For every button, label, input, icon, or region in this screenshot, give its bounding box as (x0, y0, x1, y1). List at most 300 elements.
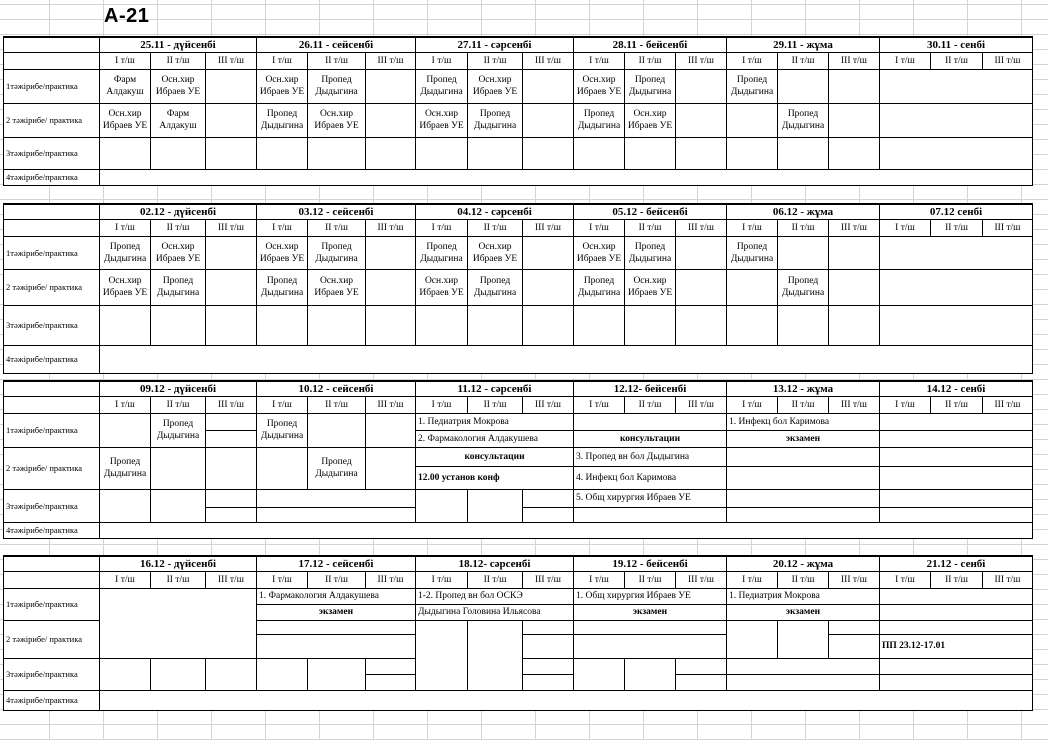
lesson-cell[interactable]: Пропед Дыдыгина (574, 103, 625, 137)
lesson-cell[interactable] (100, 489, 151, 522)
lesson-cell[interactable] (880, 466, 1033, 489)
lesson-cell[interactable] (574, 634, 727, 658)
lesson-cell[interactable]: Осн.хир Ибраев УЕ (308, 103, 366, 137)
corner-cell (4, 556, 100, 571)
lesson-cell[interactable] (366, 413, 416, 447)
lesson-cell[interactable] (100, 413, 151, 447)
lesson-cell[interactable] (523, 69, 574, 103)
lesson-cell[interactable] (676, 305, 727, 345)
shift-label: III т/ш (366, 396, 416, 413)
shift-label: III т/ш (829, 396, 880, 413)
lesson-cell[interactable] (676, 137, 727, 169)
shift-label: II т/ш (308, 396, 366, 413)
lesson-cell[interactable] (625, 305, 676, 345)
shift-label: I т/ш (880, 52, 931, 69)
lesson-cell[interactable] (727, 658, 880, 674)
lesson-cell[interactable]: Фарм Алдакуш (100, 69, 151, 103)
day-header: 30.11 - сенбі (880, 37, 1033, 52)
lesson-cell[interactable] (308, 413, 366, 447)
row-label-practice-3: 3тәжірибе/практика (4, 305, 100, 345)
exam-line[interactable]: 2. Фармакология Алдакушева (416, 430, 574, 447)
shift-label: I т/ш (100, 396, 151, 413)
shift-label: III т/ш (366, 219, 416, 236)
lesson-cell[interactable] (366, 236, 416, 269)
lesson-cell[interactable] (880, 604, 1033, 620)
day-header: 14.12 - сенбі (880, 381, 1033, 396)
lesson-cell[interactable] (880, 658, 1033, 674)
lesson-cell[interactable] (574, 413, 727, 430)
shift-label: II т/ш (308, 571, 366, 588)
lesson-cell[interactable] (151, 489, 206, 522)
day-header: 11.12 - сәрсенбі (416, 381, 574, 396)
lesson-cell[interactable] (574, 137, 625, 169)
day-header: 28.11 - бейсенбі (574, 37, 727, 52)
day-header: 29.11 - жұма (727, 37, 880, 52)
lesson-cell[interactable] (151, 658, 206, 690)
shift-label: I т/ш (100, 219, 151, 236)
lesson-cell[interactable] (880, 413, 1033, 430)
day-header: 26.11 - сейсенбі (257, 37, 416, 52)
row-label-practice-4: 4тәжірибе/практика (4, 522, 100, 538)
lesson-cell[interactable] (727, 466, 880, 489)
lesson-cell[interactable] (676, 658, 727, 674)
lesson-cell[interactable] (206, 137, 257, 169)
lesson-cell[interactable]: Пропед Дыдыгина (100, 236, 151, 269)
lesson-cell[interactable]: Пропед Дыдыгина (727, 69, 778, 103)
lesson-cell[interactable] (257, 620, 416, 634)
lesson-cell[interactable]: Осн.хир Ибраев УЕ (468, 69, 523, 103)
practice-period-note[interactable]: ПП 23.12-17.01 (880, 634, 1033, 658)
lesson-cell[interactable] (829, 634, 880, 658)
row-label-practice-1: 1тәжірибе/практика (4, 588, 100, 620)
shift-label: III т/ш (983, 219, 1033, 236)
row-label-practice-3: 3тәжірибе/практика (4, 489, 100, 522)
exam-line[interactable]: 5. Общ хирургия Ибраев УЕ (574, 489, 727, 507)
shift-label: III т/ш (366, 52, 416, 69)
lesson-cell[interactable] (778, 69, 829, 103)
lesson-cell[interactable]: Осн.хир Ибраев УЕ (416, 269, 468, 305)
row-label-practice-2: 2 тәжірибе/ практика (4, 447, 100, 489)
lesson-cell[interactable]: Осн.хир Ибраев УЕ (257, 69, 308, 103)
lesson-cell[interactable]: Пропед Дыдыгина (151, 269, 206, 305)
corner-cell (4, 381, 100, 396)
lesson-cell[interactable] (880, 69, 1033, 103)
shift-label: III т/ш (676, 396, 727, 413)
lesson-cell[interactable] (257, 447, 308, 489)
shift-label: I т/ш (574, 52, 625, 69)
lesson-cell[interactable] (468, 137, 523, 169)
lesson-cell[interactable] (100, 345, 1033, 373)
lesson-cell[interactable] (308, 658, 366, 690)
exam-line[interactable]: 1. Фармакология Алдакушева (257, 588, 416, 604)
lesson-cell[interactable] (206, 658, 257, 690)
lesson-cell[interactable]: Пропед Дыдыгина (308, 69, 366, 103)
lesson-cell[interactable] (829, 69, 880, 103)
day-header: 19.12 - бейсенбі (574, 556, 727, 571)
lesson-cell[interactable] (206, 430, 257, 447)
lesson-cell[interactable]: Пропед Дыдыгина (257, 413, 308, 447)
lesson-cell[interactable] (468, 305, 523, 345)
shift-label: II т/ш (468, 219, 523, 236)
shift-label: II т/ш (625, 396, 676, 413)
shift-label: I т/ш (574, 219, 625, 236)
row-label-practice-2: 2 тәжірибе/ практика (4, 103, 100, 137)
lesson-cell[interactable] (880, 674, 1033, 690)
lesson-cell[interactable]: Пропед Дыдыгина (778, 103, 829, 137)
shift-label: I т/ш (727, 219, 778, 236)
lesson-cell[interactable] (880, 236, 1033, 269)
lesson-cell[interactable] (308, 305, 366, 345)
lesson-cell[interactable]: Осн.хир Ибраев УЕ (151, 236, 206, 269)
lesson-cell[interactable] (366, 69, 416, 103)
lesson-cell[interactable] (625, 658, 676, 690)
lesson-cell[interactable] (880, 489, 1033, 507)
shift-label: III т/ш (676, 571, 727, 588)
lesson-cell[interactable] (829, 305, 880, 345)
shift-label: I т/ш (727, 52, 778, 69)
lesson-cell[interactable] (574, 305, 625, 345)
exam-line[interactable]: 4. Инфекц бол Каримова (574, 466, 727, 489)
lesson-cell[interactable] (100, 137, 151, 169)
row-label-practice-3: 3тәжірибе/практика (4, 137, 100, 169)
lesson-cell[interactable] (574, 658, 625, 690)
lesson-cell[interactable]: Осн.хир Ибраев УЕ (100, 269, 151, 305)
lesson-cell[interactable] (257, 137, 308, 169)
shift-label: I т/ш (100, 571, 151, 588)
shift-label: III т/ш (366, 571, 416, 588)
lesson-cell[interactable] (574, 620, 727, 634)
lesson-cell[interactable] (151, 305, 206, 345)
shift-label: I т/ш (416, 219, 468, 236)
lesson-cell[interactable] (257, 305, 308, 345)
shift-label: I т/ш (880, 396, 931, 413)
day-header: 07.12 сенбі (880, 204, 1033, 219)
lesson-cell[interactable] (676, 236, 727, 269)
corner-cell (4, 37, 100, 52)
lesson-cell[interactable] (100, 690, 1033, 710)
shift-label: III т/ш (206, 396, 257, 413)
lesson-cell[interactable] (416, 620, 468, 690)
day-header: 09.12 - дүйсенбі (100, 381, 257, 396)
lesson-cell[interactable] (676, 103, 727, 137)
lesson-cell[interactable] (100, 169, 1033, 185)
day-header: 25.11 - дүйсенбі (100, 37, 257, 52)
lesson-cell[interactable] (523, 489, 574, 507)
lesson-cell[interactable] (523, 137, 574, 169)
exam-label[interactable]: экзамен (257, 604, 416, 620)
row-label-practice-1: 1тәжірибе/практика (4, 413, 100, 447)
lesson-cell[interactable]: Пропед Дыдыгина (727, 236, 778, 269)
lesson-cell[interactable]: Пропед Дыдыгина (625, 69, 676, 103)
lesson-cell[interactable] (523, 658, 574, 674)
shift-label: III т/ш (206, 219, 257, 236)
lesson-cell[interactable] (829, 269, 880, 305)
lesson-cell[interactable] (727, 447, 880, 466)
lesson-cell[interactable] (206, 489, 257, 507)
shift-label: III т/ш (523, 396, 574, 413)
corner-cell (4, 204, 100, 219)
lesson-cell[interactable] (206, 69, 257, 103)
lesson-cell[interactable]: Пропед Дыдыгина (308, 447, 366, 489)
lesson-cell[interactable]: Пропед Дыдыгина (416, 69, 468, 103)
shift-label: I т/ш (727, 396, 778, 413)
shift-label: III т/ш (676, 219, 727, 236)
lesson-cell[interactable] (366, 447, 416, 489)
shift-label: II т/ш (778, 571, 829, 588)
lesson-cell[interactable] (778, 305, 829, 345)
lesson-cell[interactable]: Пропед Дыдыгина (778, 269, 829, 305)
lesson-cell[interactable]: Осн.хир Ибраев УЕ (625, 269, 676, 305)
row-label-practice-4: 4тәжірибе/практика (4, 169, 100, 185)
exam-line[interactable]: 1. Инфекц бол Каримова (727, 413, 880, 430)
lesson-cell[interactable] (727, 507, 880, 522)
lesson-cell[interactable] (257, 489, 416, 507)
shift-label: I т/ш (574, 571, 625, 588)
day-header: 16.12 - дүйсенбі (100, 556, 257, 571)
exam-line[interactable]: 1. Педиатрия Мокрова (416, 413, 574, 430)
lesson-cell[interactable] (151, 447, 206, 489)
shift-label: III т/ш (829, 219, 880, 236)
shift-label: I т/ш (100, 52, 151, 69)
exam-line[interactable]: 3. Пропед вн бол Дыдыгина (574, 447, 727, 466)
day-header: 27.11 - сәрсенбі (416, 37, 574, 52)
exam-label[interactable]: экзамен (727, 604, 880, 620)
lesson-cell[interactable] (468, 489, 523, 522)
lesson-cell[interactable] (880, 447, 1033, 466)
lesson-cell[interactable] (366, 305, 416, 345)
lesson-cell[interactable] (416, 137, 468, 169)
blank-cell (4, 219, 100, 236)
shift-label: III т/ш (983, 396, 1033, 413)
lesson-cell[interactable] (880, 588, 1033, 604)
lesson-cell[interactable]: Осн.хир Ибраев УЕ (468, 236, 523, 269)
lesson-cell[interactable] (206, 447, 257, 489)
shift-label: II т/ш (468, 396, 523, 413)
consultation-label[interactable]: консультации (574, 430, 727, 447)
shift-label: I т/ш (257, 219, 308, 236)
lesson-cell[interactable] (727, 674, 880, 690)
conference-label[interactable]: 12.00 установ конф (416, 466, 574, 489)
shift-label: I т/ш (257, 571, 308, 588)
exam-line[interactable]: 1-2. Пропед вн бол ОСКЭ (416, 588, 574, 604)
day-header: 17.12 - сейсенбі (257, 556, 416, 571)
lesson-cell[interactable]: Фарм Алдакуш (151, 103, 206, 137)
lesson-cell[interactable] (880, 137, 1033, 169)
lesson-cell[interactable] (727, 137, 778, 169)
lesson-cell[interactable] (366, 658, 416, 674)
lesson-cell[interactable]: Пропед Дыдыгина (151, 413, 206, 447)
shift-label: III т/ш (523, 571, 574, 588)
shift-label: II т/ш (778, 396, 829, 413)
shift-label: III т/ш (829, 571, 880, 588)
lesson-cell[interactable]: Осн.хир Ибраев УЕ (416, 103, 468, 137)
lesson-cell[interactable] (151, 137, 206, 169)
lesson-cell[interactable] (727, 103, 778, 137)
week-3-table (3, 380, 1033, 539)
day-header: 03.12 - сейсенбі (257, 204, 416, 219)
shift-label: II т/ш (931, 571, 983, 588)
blank-cell (4, 52, 100, 69)
lesson-cell[interactable] (880, 269, 1033, 305)
lesson-cell[interactable] (257, 634, 416, 658)
day-header: 20.12 - жұма (727, 556, 880, 571)
lesson-cell[interactable] (778, 137, 829, 169)
shift-label: I т/ш (727, 571, 778, 588)
lesson-cell[interactable] (416, 489, 468, 522)
shift-label: I т/ш (416, 571, 468, 588)
lesson-cell[interactable] (829, 137, 880, 169)
lesson-cell[interactable] (257, 507, 416, 522)
lesson-cell[interactable] (829, 620, 880, 634)
lesson-cell[interactable] (366, 674, 416, 690)
row-label-practice-1: 1тәжірибе/практика (4, 236, 100, 269)
consultation-label[interactable]: консультации (416, 447, 574, 466)
lesson-cell[interactable] (100, 588, 257, 658)
row-label-practice-2: 2 тәжірибе/ практика (4, 269, 100, 305)
lesson-cell[interactable] (727, 269, 778, 305)
lesson-cell[interactable] (257, 658, 308, 690)
row-label-practice-2: 2 тәжірибе/ практика (4, 620, 100, 658)
lesson-cell[interactable]: Осн.хир Ибраев УЕ (100, 103, 151, 137)
lesson-cell[interactable]: Осн.хир Ибраев УЕ (151, 69, 206, 103)
shift-label: I т/ш (574, 396, 625, 413)
shift-label: I т/ш (880, 571, 931, 588)
lesson-cell[interactable] (523, 507, 574, 522)
lesson-cell[interactable] (676, 269, 727, 305)
day-header: 12.12- бейсенбі (574, 381, 727, 396)
exam-label[interactable]: экзамен (574, 604, 727, 620)
shift-label: II т/ш (931, 396, 983, 413)
shift-label: II т/ш (931, 219, 983, 236)
lesson-cell[interactable]: Пропед Дыдыгина (625, 236, 676, 269)
lesson-cell[interactable]: Пропед Дыдыгина (308, 236, 366, 269)
shift-label: II т/ш (625, 571, 676, 588)
lesson-cell[interactable]: Пропед Дыдыгина (468, 269, 523, 305)
lesson-cell[interactable]: Пропед Дыдыгина (257, 103, 308, 137)
lesson-cell[interactable] (206, 236, 257, 269)
lesson-cell[interactable] (206, 305, 257, 345)
day-header: 10.12 - сейсенбі (257, 381, 416, 396)
row-label-practice-4: 4тәжірибе/практика (4, 690, 100, 710)
shift-label: I т/ш (416, 396, 468, 413)
shift-label: III т/ш (523, 219, 574, 236)
lesson-cell[interactable] (366, 103, 416, 137)
lesson-cell[interactable]: Осн.хир Ибраев УЕ (257, 236, 308, 269)
lesson-cell[interactable]: Пропед Дыдыгина (257, 269, 308, 305)
day-header: 18.12- сәрсенбі (416, 556, 574, 571)
lesson-cell[interactable]: Осн.хир Ибраев УЕ (308, 269, 366, 305)
day-header: 21.12 - сенбі (880, 556, 1033, 571)
shift-label: II т/ш (468, 571, 523, 588)
lesson-cell[interactable] (880, 507, 1033, 522)
shift-label: I т/ш (416, 52, 468, 69)
lesson-cell[interactable]: Пропед Дыдыгина (100, 447, 151, 489)
exam-label[interactable]: экзамен (727, 430, 880, 447)
lesson-cell[interactable] (416, 305, 468, 345)
group-title: А-21 (104, 5, 150, 27)
lesson-cell[interactable] (727, 489, 880, 507)
lesson-cell[interactable]: Пропед Дыдыгина (574, 269, 625, 305)
exam-line[interactable]: Дыдыгина Головина Ильясова (416, 604, 574, 620)
lesson-cell[interactable]: Пропед Дыдыгина (468, 103, 523, 137)
lesson-cell[interactable] (625, 137, 676, 169)
lesson-cell[interactable] (206, 103, 257, 137)
lesson-cell[interactable] (100, 522, 1033, 538)
lesson-cell[interactable] (727, 620, 778, 658)
week-2-table (3, 203, 1033, 374)
lesson-cell[interactable] (523, 674, 574, 690)
lesson-cell[interactable] (727, 305, 778, 345)
lesson-cell[interactable] (574, 507, 727, 522)
day-header: 02.12 - дүйсенбі (100, 204, 257, 219)
lesson-cell[interactable] (676, 69, 727, 103)
lesson-cell[interactable] (206, 269, 257, 305)
lesson-cell[interactable] (523, 236, 574, 269)
exam-line[interactable]: 1. Общ хирургия Ибраев УЕ (574, 588, 727, 604)
shift-label: II т/ш (151, 219, 206, 236)
lesson-cell[interactable] (100, 305, 151, 345)
lesson-cell[interactable] (523, 269, 574, 305)
lesson-cell[interactable] (523, 620, 574, 634)
lesson-cell[interactable] (778, 620, 829, 658)
blank-cell (4, 571, 100, 588)
lesson-cell[interactable]: Пропед Дыдыгина (416, 236, 468, 269)
lesson-cell[interactable] (676, 674, 727, 690)
shift-label: II т/ш (151, 52, 206, 69)
lesson-cell[interactable] (206, 413, 257, 430)
lesson-cell[interactable] (523, 634, 574, 658)
lesson-cell[interactable] (880, 430, 1033, 447)
shift-label: II т/ш (308, 52, 366, 69)
exam-line[interactable]: 1. Педиатрия Мокрова (727, 588, 880, 604)
lesson-cell[interactable] (100, 658, 151, 690)
row-label-practice-1: 1тәжірибе/практика (4, 69, 100, 103)
lesson-cell[interactable] (880, 305, 1033, 345)
lesson-cell[interactable] (468, 620, 523, 690)
week-4-table (3, 555, 1033, 711)
lesson-cell[interactable] (880, 620, 1033, 634)
shift-label: II т/ш (468, 52, 523, 69)
shift-label: III т/ш (206, 571, 257, 588)
lesson-cell[interactable]: Осн.хир Ибраев УЕ (574, 236, 625, 269)
day-header: 05.12 - бейсенбі (574, 204, 727, 219)
lesson-cell[interactable]: Осн.хир Ибраев УЕ (625, 103, 676, 137)
day-header: 13.12 - жұма (727, 381, 880, 396)
lesson-cell[interactable] (523, 103, 574, 137)
lesson-cell[interactable] (366, 137, 416, 169)
shift-label: III т/ш (829, 52, 880, 69)
lesson-cell[interactable] (829, 103, 880, 137)
row-label-practice-4: 4тәжірибе/практика (4, 345, 100, 373)
shift-label: II т/ш (625, 219, 676, 236)
lesson-cell[interactable] (829, 236, 880, 269)
shift-label: II т/ш (931, 52, 983, 69)
shift-label: II т/ш (778, 52, 829, 69)
shift-label: III т/ш (206, 52, 257, 69)
shift-label: II т/ш (625, 52, 676, 69)
lesson-cell[interactable] (366, 269, 416, 305)
lesson-cell[interactable] (523, 305, 574, 345)
day-header: 06.12 - жұма (727, 204, 880, 219)
shift-label: II т/ш (151, 396, 206, 413)
shift-label: III т/ш (983, 52, 1033, 69)
blank-cell (4, 396, 100, 413)
lesson-cell[interactable] (778, 236, 829, 269)
lesson-cell[interactable] (206, 507, 257, 522)
lesson-cell[interactable] (880, 103, 1033, 137)
lesson-cell[interactable]: Осн.хир Ибраев УЕ (574, 69, 625, 103)
lesson-cell[interactable] (308, 137, 366, 169)
